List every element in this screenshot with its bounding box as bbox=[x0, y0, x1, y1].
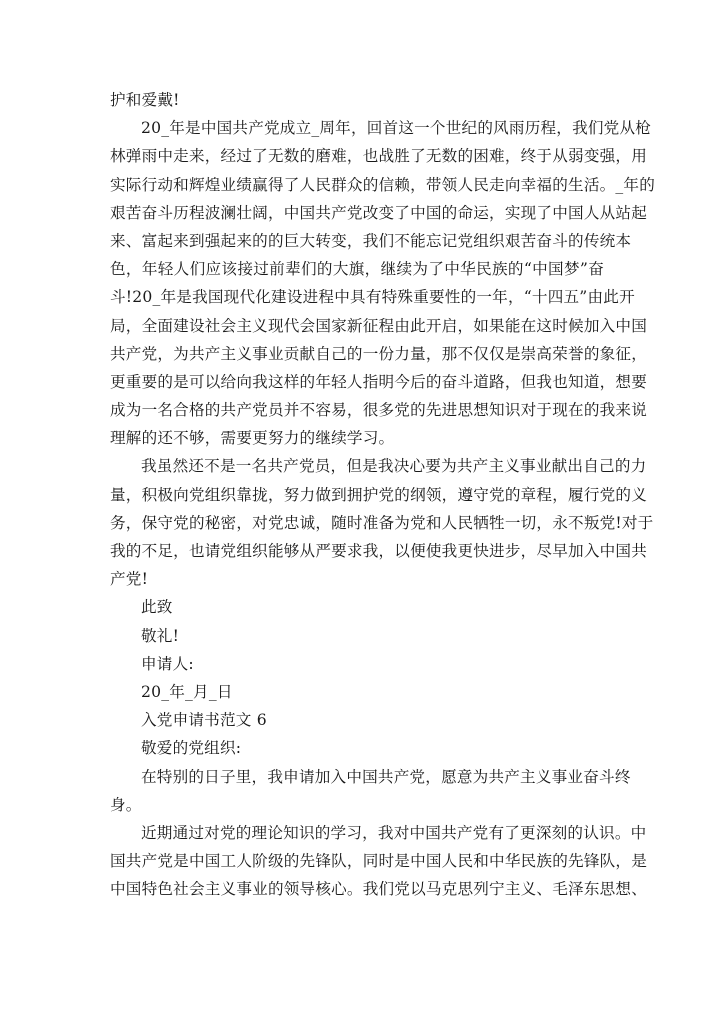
text-line: 来、富起来到强起来的的巨大转变，我们不能忘记党组织艰苦奋斗的传统本 bbox=[110, 231, 632, 250]
applicant-label: 申请人: bbox=[141, 654, 194, 673]
text-line: 实际行动和辉煌业绩赢得了人民群众的信赖，带领人民走向幸福的生活。_年的 bbox=[110, 175, 655, 194]
document-page bbox=[110, 86, 655, 903]
text-line: 务，保守党的秘密，对党忠诚，随时准备为党和人民牺牲一切，永不叛党!对于 bbox=[110, 513, 654, 532]
text-line: 在特别的日子里，我申请加入中国共产党，愿意为共产主义事业奋斗终 bbox=[141, 767, 631, 786]
text-line: 中国特色社会主义事业的领导核心。我们党以马克思列宁主义、毛泽东思想、 bbox=[110, 880, 647, 899]
text-line: 成为一名合格的共产党员并不容易，很多党的先进思想知识对于现在的我来说 bbox=[110, 401, 647, 420]
closing-salutation: 此致 bbox=[141, 598, 173, 617]
text-line: 近期通过对党的理论知识的学习，我对中国共产党有了更深刻的认识。中 bbox=[141, 823, 647, 842]
text-line: 林弹雨中走来，经过了无数的磨难，也战胜了无数的困难，终于从弱变强，用 bbox=[110, 147, 647, 166]
text-line: 产党! bbox=[110, 570, 149, 589]
date-line: 20_年_月_日 bbox=[141, 682, 233, 701]
text-line: 我虽然还不是一名共产党员，但是我决心要为共产主义事业献出自己的力 bbox=[141, 457, 647, 476]
text-line: 更重要的是可以给向我这样的年轻人指明今后的奋斗道路，但我也知道，想要 bbox=[110, 372, 647, 391]
greeting: 敬爱的党组织: bbox=[141, 739, 242, 758]
text-line: 20_年是中国共产党成立_周年，回首这一个世纪的风雨历程，我们党从枪 bbox=[141, 119, 652, 138]
text-line: 量，积极向党组织靠拢，努力做到拥护党的纲领，遵守党的章程，履行党的义 bbox=[110, 485, 647, 504]
text-line: 共产党，为共产主义事业贡献自己的一份力量，那不仅仅是崇高荣誉的象征， bbox=[110, 344, 647, 363]
text-line: 国共产党是中国工人阶级的先锋队，同时是中国人民和中华民族的先锋队，是 bbox=[110, 852, 647, 871]
text-line: 局，全面建设社会主义现代会国家新征程由此开启，如果能在这时候加入中国 bbox=[110, 316, 647, 335]
text-line: 护和爱戴! bbox=[110, 91, 180, 109]
section-title: 入党申请书范文 6 bbox=[141, 711, 267, 730]
text-line: 理解的还不够，需要更努力的继续学习。 bbox=[110, 429, 395, 448]
text-line: 艰苦奋斗历程波澜壮阔，中国共产党改变了中国的命运，实现了中国人从站起 bbox=[110, 203, 647, 222]
text-line: 身。 bbox=[110, 795, 142, 814]
text-line: 色，年轻人们应该接过前辈们的大旗，继续为了中华民族的“中国梦”奋 bbox=[110, 260, 604, 279]
closing-regards: 敬礼! bbox=[141, 626, 180, 645]
text-line: 斗!20_年是我国现代化建设进程中具有特殊重要性的一年，“十四五”由此开 bbox=[110, 288, 635, 307]
text-line: 我的不足，也请党组织能够从严要求我，以便使我更快进步，尽早加入中国共 bbox=[110, 542, 647, 560]
